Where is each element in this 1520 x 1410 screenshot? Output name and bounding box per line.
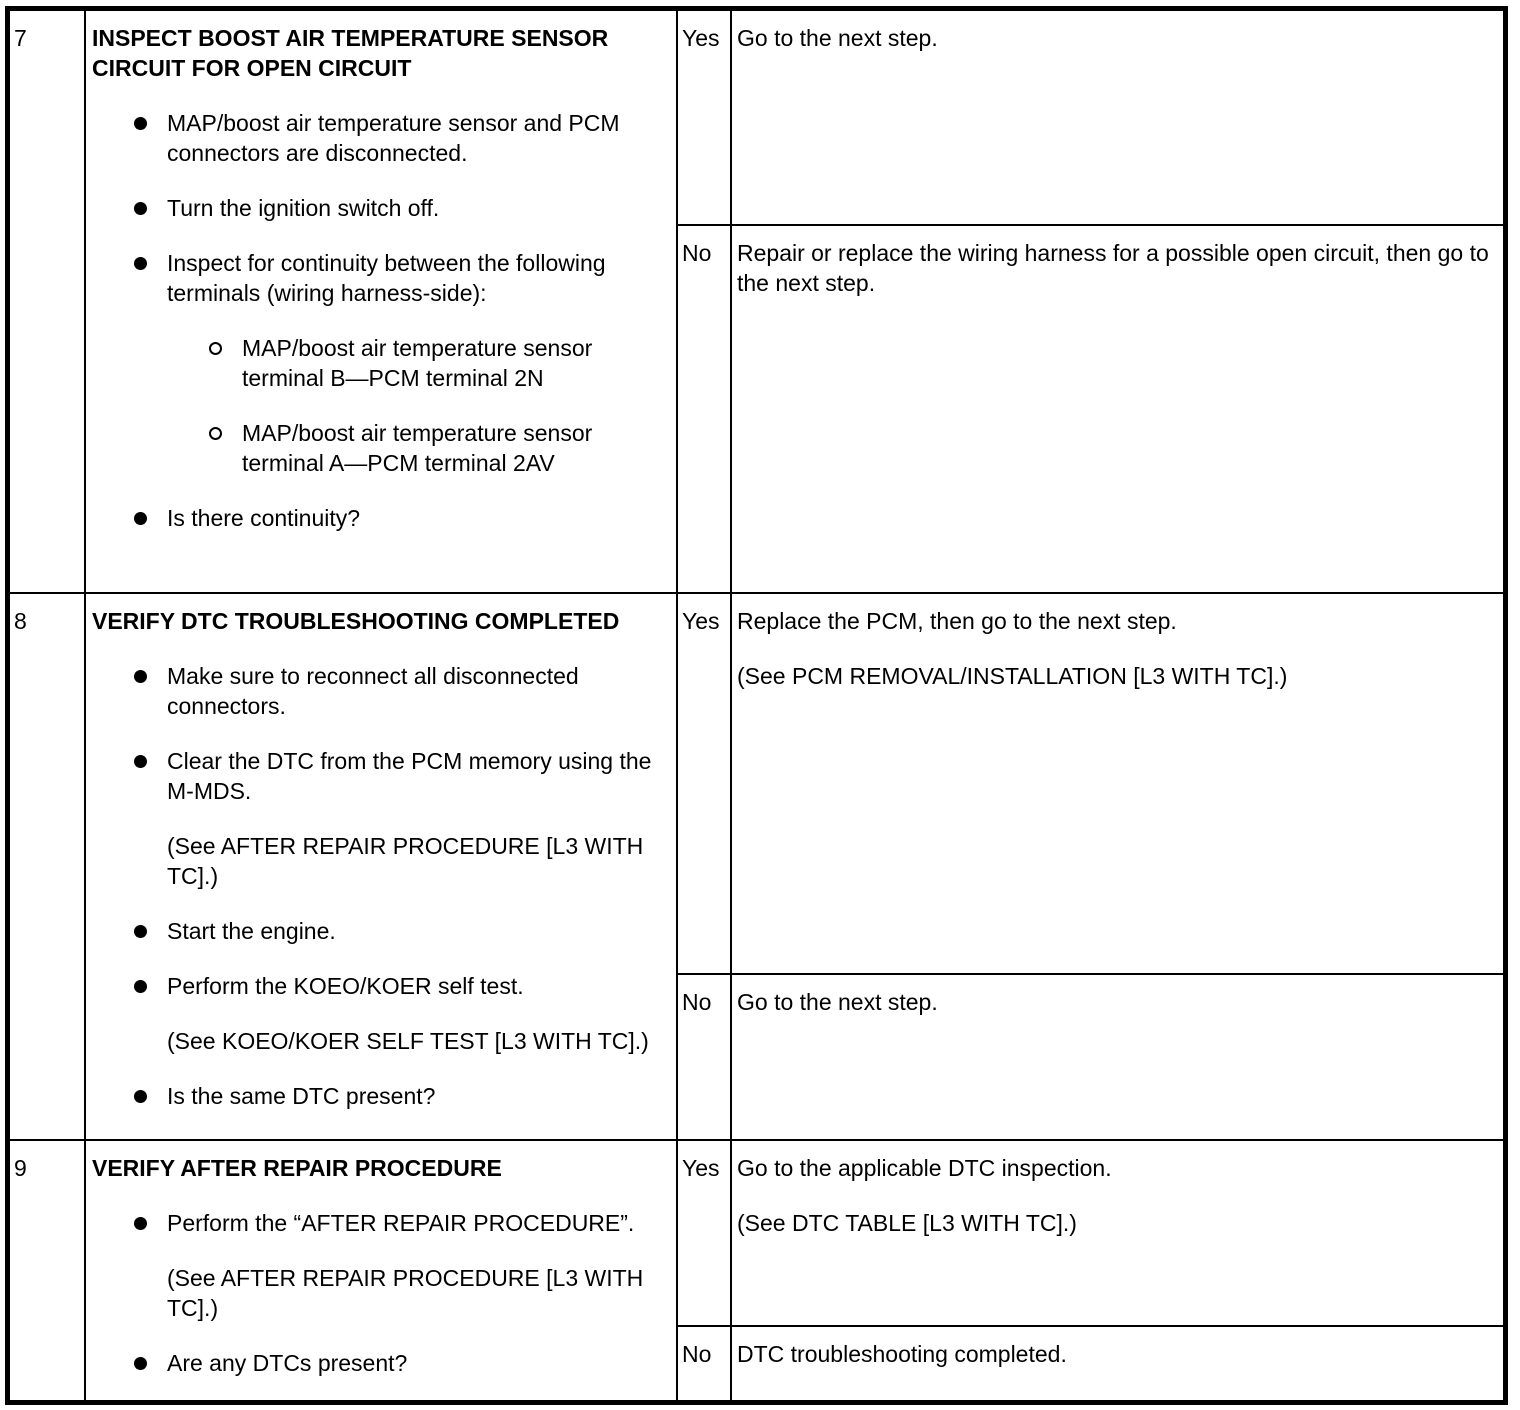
list-item: Is there continuity? xyxy=(92,503,666,533)
no-label: No xyxy=(677,1326,731,1401)
step-7-procedure xyxy=(85,10,677,593)
list-item: Make sure to reconnect all disconnected connectors. xyxy=(92,661,666,721)
bullet-icon xyxy=(134,1217,147,1230)
bullet-icon xyxy=(134,512,147,525)
no-action: DTC troubleshooting completed. xyxy=(731,1326,1504,1401)
list-item: Perform the KOEO/KOER self test. xyxy=(92,971,666,1001)
no-action: Go to the next step. xyxy=(731,974,1504,1140)
list-item: Inspect for continuity between the following terminals (wiring harness-side): xyxy=(92,248,666,308)
list-item: Is the same DTC present? xyxy=(92,1081,666,1111)
reference-note: (See AFTER REPAIR PROCEDURE [L3 WITH TC].) xyxy=(167,1265,644,1321)
bullet-icon xyxy=(134,117,147,130)
no-label: No xyxy=(677,974,731,1140)
circle-bullet-icon xyxy=(209,427,222,440)
list-item: Perform the “AFTER REPAIR PROCEDURE”. xyxy=(92,1208,666,1238)
list-item: Clear the DTC from the PCM memory using the M-MDS. xyxy=(92,746,666,806)
circle-bullet-icon xyxy=(209,342,222,355)
list-item: MAP/boost air temperature sensor and PCM connectors are disconnected. xyxy=(92,108,666,168)
step-9-yes-row xyxy=(9,1140,1504,1326)
list-item: Are any DTCs present? xyxy=(92,1348,666,1378)
step-number: 7 xyxy=(9,10,85,593)
reference-note: (See KOEO/KOER SELF TEST [L3 WITH TC].) xyxy=(167,1028,649,1054)
sub-list xyxy=(92,333,666,478)
reference-note: (See AFTER REPAIR PROCEDURE [L3 WITH TC].) xyxy=(167,833,644,889)
bullet-list xyxy=(92,1208,666,1238)
sub-list-item: MAP/boost air temperature sensor terminal B—PCM terminal 2N xyxy=(92,333,666,393)
reference-note: (See DTC TABLE [L3 WITH TC].) xyxy=(737,1210,1077,1236)
step-number: 9 xyxy=(9,1140,85,1401)
yes-label: Yes xyxy=(677,10,731,225)
step-number: 8 xyxy=(9,593,85,1140)
list-item: Turn the ignition switch off. xyxy=(92,193,666,223)
no-action: Repair or replace the wiring harness for a possible open circuit, then go to the next step. xyxy=(731,225,1504,593)
step-8-yes-row xyxy=(9,593,1504,974)
bullet-icon xyxy=(134,1357,147,1370)
yes-action: Go to the next step. xyxy=(731,10,1504,225)
no-label: No xyxy=(677,225,731,593)
yes-label: Yes xyxy=(677,593,731,974)
sub-list-item: MAP/boost air temperature sensor terminal A—PCM terminal 2AV xyxy=(92,418,666,478)
bullet-icon xyxy=(134,980,147,993)
yes-action: Replace the PCM, then go to the next step. (See PCM REMOVAL/INSTALLATION [L3 WITH TC].) xyxy=(731,593,1504,974)
yes-action: Go to the applicable DTC inspection. (See DTC TABLE [L3 WITH TC].) xyxy=(731,1140,1504,1326)
step-8-procedure xyxy=(85,593,677,1140)
bullet-icon xyxy=(134,1090,147,1103)
step-title: INSPECT BOOST AIR TEMPERATURE SENSOR CIRCUIT FOR OPEN CIRCUIT xyxy=(92,25,609,81)
troubleshooting-table xyxy=(8,9,1505,1402)
step-title: VERIFY DTC TROUBLESHOOTING COMPLETED xyxy=(92,608,620,634)
bullet-icon xyxy=(134,202,147,215)
bullet-list xyxy=(92,916,666,1001)
yes-label: Yes xyxy=(677,1140,731,1326)
bullet-list xyxy=(92,503,666,533)
bullet-icon xyxy=(134,925,147,938)
bullet-list xyxy=(92,108,666,308)
bullet-list xyxy=(92,661,666,806)
bullet-icon xyxy=(134,257,147,270)
troubleshooting-table-frame xyxy=(5,6,1508,1405)
step-7-yes-row xyxy=(9,10,1504,225)
bullet-list xyxy=(92,1348,666,1378)
list-item: Start the engine. xyxy=(92,916,666,946)
step-title: VERIFY AFTER REPAIR PROCEDURE xyxy=(92,1155,502,1181)
reference-note: (See PCM REMOVAL/INSTALLATION [L3 WITH TC].) xyxy=(737,663,1288,689)
bullet-icon xyxy=(134,755,147,768)
step-9-procedure xyxy=(85,1140,677,1401)
bullet-list xyxy=(92,1081,666,1111)
bullet-icon xyxy=(134,670,147,683)
